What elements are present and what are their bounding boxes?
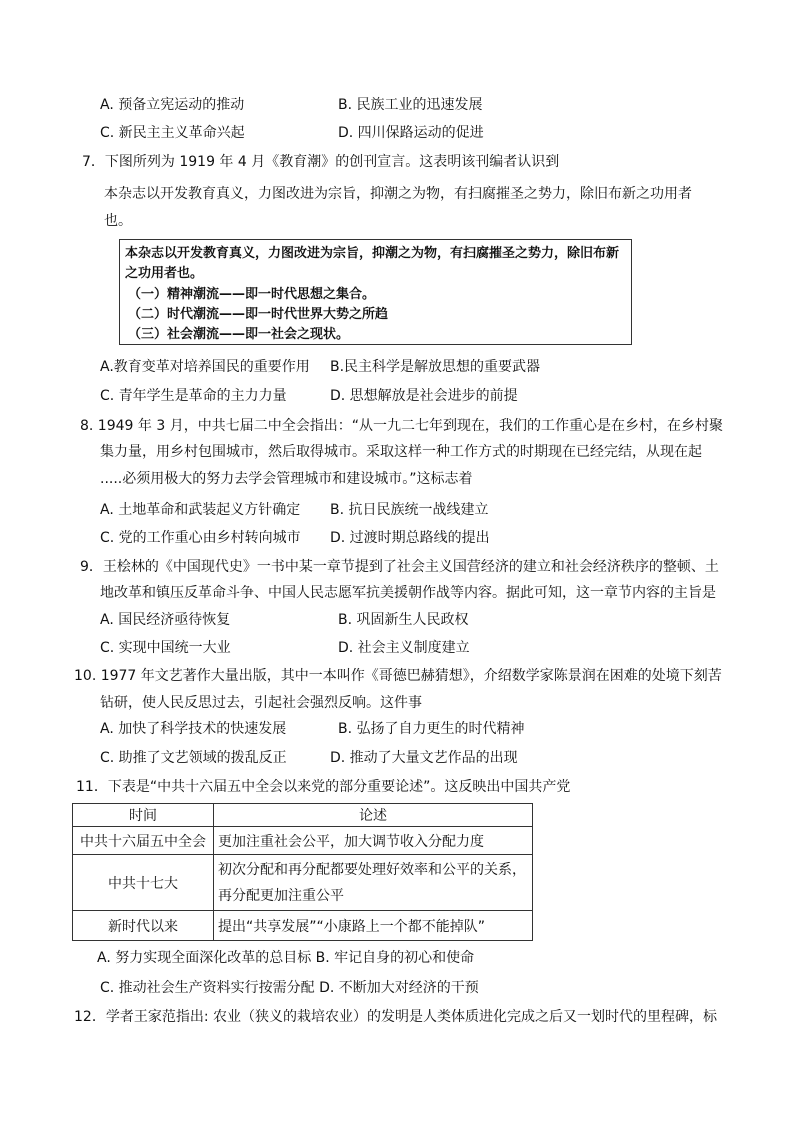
q7-quote-box bbox=[119, 239, 632, 345]
q7-intro-line2: 也。 bbox=[104, 213, 132, 229]
q10-option-c: C. 助推了文艺领域的拨乱反正 bbox=[100, 750, 287, 766]
q8-option-b: B. 抗日民族统一战线建立 bbox=[330, 502, 489, 518]
q8-stem-line3: .....必须用极大的努力去学会管理城市和建设城市。”这标志着 bbox=[100, 471, 473, 487]
q7-box-line5: （三）社会潮流——即一社会之现状。 bbox=[128, 327, 350, 342]
q8-stem-line2: 集力量，用乡村包围城市，然后取得城市。采取这样一种工作方式的时期现在已经完结，从现在起 bbox=[100, 444, 702, 460]
q11-table bbox=[72, 803, 533, 941]
q7-box-line4: （二）时代潮流——即一时代世界大势之所趋 bbox=[128, 307, 389, 322]
table-cell-desc: 提出“共享发展”“小康路上一个都不能掉队” bbox=[214, 911, 533, 941]
q7-box-line2: 之功用者也。 bbox=[125, 266, 204, 281]
q9-option-d: D. 社会主义制度建立 bbox=[338, 640, 470, 656]
q9-stem-line1: 9．王桧林的《中国现代史》一书中某一章节提到了社会主义国营经济的建立和社会经济秩序的整顿、土 bbox=[80, 559, 719, 575]
table-row bbox=[73, 911, 533, 941]
q6-option-b: B. 民族工业的迅速发展 bbox=[338, 97, 483, 113]
q12-stem-line1: 12．学者王家范指出: 农业（狭义的栽培农业）的发明是人类体质进化完成之后又一划时代的里程碑，标 bbox=[74, 1009, 717, 1025]
q6-option-d: D. 四川保路运动的促进 bbox=[338, 125, 484, 141]
table-row bbox=[73, 855, 533, 911]
q10-stem-line1: 10. 1977 年文艺著作大量出版，其中一本叫作《哥德巴赫猜想》，介绍数学家陈景润在困难的处境下刻苦 bbox=[74, 668, 722, 684]
q8-stem-line1: 8. 1949 年 3 月，中共七届二中全会指出：“从一九二七年到现在，我们的工作重心是在乡村，在乡村聚 bbox=[80, 418, 723, 434]
q10-option-b: B. 弘扬了自力更生的时代精神 bbox=[338, 721, 525, 737]
q7-stem: 7．下图所列为 1919 年 4 月《教育潮》的创刊宣言。这表明该刊编者认识到 bbox=[82, 154, 560, 170]
table-cell-time: 新时代以来 bbox=[73, 911, 214, 941]
q7-option-d: D. 思想解放是社会进步的前提 bbox=[330, 388, 518, 404]
q7-intro-line1: 本杂志以开发教育真义，力图改进为宗旨，抑潮之为物，有扫腐摧圣之势力，除旧布新之功用者 bbox=[104, 186, 692, 202]
q11-options-cd: C. 推动社会生产资料实行按需分配 D. 不断加大对经济的干预 bbox=[100, 980, 479, 996]
q10-option-d: D. 推动了大量文艺作品的出现 bbox=[330, 750, 518, 766]
q10-option-a: A. 加快了科学技术的快速发展 bbox=[100, 721, 287, 737]
q6-option-c: C. 新民主主义革命兴起 bbox=[100, 125, 245, 141]
q9-option-a: A. 国民经济亟待恢复 bbox=[100, 612, 231, 628]
q11-options-ab: A. 努力实现全面深化改革的总目标 B. 牢记自身的初心和使命 bbox=[97, 950, 475, 966]
table-cell-time: 中共十七大 bbox=[73, 855, 214, 911]
q7-option-b: B.民主科学是解放思想的重要武器 bbox=[330, 359, 541, 375]
table-cell-desc-line2: 再分配更加注重公平 bbox=[218, 887, 344, 904]
table-cell-desc bbox=[214, 855, 533, 911]
q9-option-c: C. 实现中国统一大业 bbox=[100, 640, 231, 656]
table-header-desc: 论述 bbox=[214, 804, 533, 827]
q8-option-c: C. 党的工作重心由乡村转向城市 bbox=[100, 530, 301, 546]
q7-box-line1: 本杂志以开发教育真义，力图改进为宗旨，抑潮之为物，有扫腐摧圣之势力，除旧布新 bbox=[125, 246, 620, 261]
table-header-row bbox=[73, 804, 533, 827]
table-header-time: 时间 bbox=[73, 804, 214, 827]
q8-option-d: D. 过渡时期总路线的提出 bbox=[330, 530, 490, 546]
q7-option-c: C. 青年学生是革命的主力力量 bbox=[100, 388, 287, 404]
q7-option-a: A.教育变革对培养国民的重要作用 bbox=[100, 359, 310, 375]
q9-option-b: B. 巩固新生人民政权 bbox=[338, 612, 469, 628]
q11-stem: 11．下表是“中共十六届五中全会以来党的部分重要论述”。这反映出中国共产党 bbox=[76, 779, 571, 795]
q7-box-line3: （一）精神潮流——即一时代思想之集合。 bbox=[128, 287, 376, 302]
q8-option-a: A. 土地革命和武装起义方针确定 bbox=[100, 502, 301, 518]
table-row bbox=[73, 827, 533, 855]
q9-stem-line2: 地改革和镇压反革命斗争、中国人民志愿军抗美援朝作战等内容。据此可知，这一章节内容的主旨是 bbox=[100, 585, 716, 601]
table-cell-time: 中共十六届五中全会 bbox=[73, 827, 214, 855]
table-cell-desc-line1: 初次分配和再分配都要处理好效率和公平的关系， bbox=[218, 861, 526, 878]
q10-stem-line2: 钻研，使人民反思过去，引起社会强烈反响。这件事 bbox=[100, 695, 422, 711]
table-cell-desc: 更加注重社会公平，加大调节收入分配力度 bbox=[214, 827, 533, 855]
q6-option-a: A. 预备立宪运动的推动 bbox=[100, 97, 245, 113]
